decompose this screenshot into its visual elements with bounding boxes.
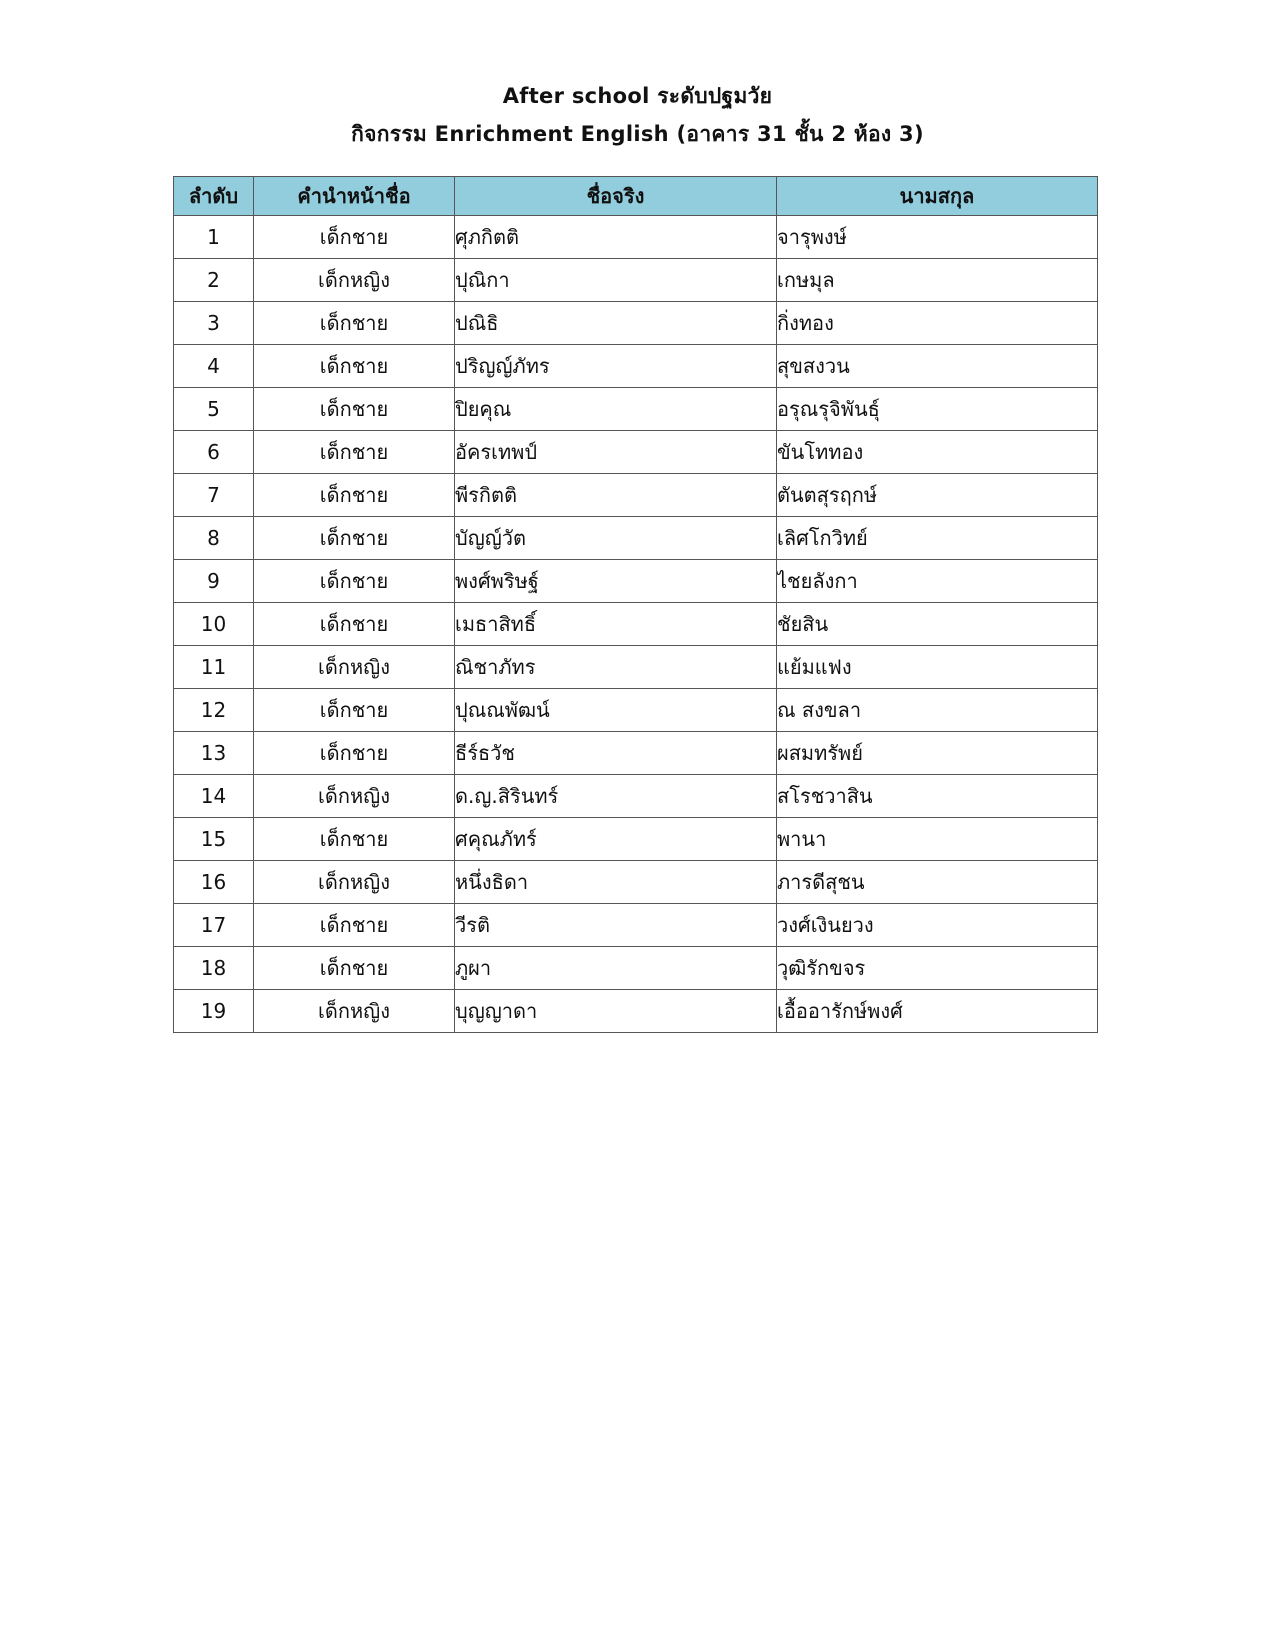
table-row (174, 818, 1098, 861)
cell-title: เด็กชาย (254, 732, 455, 775)
cell-no: 2 (174, 259, 254, 302)
cell-title: เด็กชาย (254, 560, 455, 603)
cell-last-name: ชัยสิน (777, 603, 1098, 646)
table-row (174, 732, 1098, 775)
cell-first-name: หนึ่งธิดา (455, 861, 777, 904)
cell-last-name: วงศ์เงินยวง (777, 904, 1098, 947)
cell-no: 5 (174, 388, 254, 431)
cell-last-name: เลิศโกวิทย์ (777, 517, 1098, 560)
table-row (174, 259, 1098, 302)
cell-title: เด็กชาย (254, 603, 455, 646)
cell-title: เด็กชาย (254, 904, 455, 947)
cell-last-name: สโรชวาสิน (777, 775, 1098, 818)
cell-title: เด็กชาย (254, 818, 455, 861)
document-title: After school ระดับปฐมวัย (502, 84, 773, 108)
student-roster-table (173, 176, 1098, 1033)
table-row (174, 603, 1098, 646)
cell-no: 19 (174, 990, 254, 1033)
cell-title: เด็กชาย (254, 517, 455, 560)
cell-no: 15 (174, 818, 254, 861)
cell-last-name: ณ สงขลา (777, 689, 1098, 732)
cell-no: 4 (174, 345, 254, 388)
cell-no: 18 (174, 947, 254, 990)
cell-first-name: ปุณณพัฒน์ (455, 689, 777, 732)
header-last-name: นามสกุล (777, 177, 1098, 216)
cell-last-name: ตันตสุรฤกษ์ (777, 474, 1098, 517)
cell-last-name: ภารดีสุชน (777, 861, 1098, 904)
table-header (174, 177, 1098, 216)
cell-last-name: เอื้ออารักษ์พงศ์ (777, 990, 1098, 1033)
document-subtitle: กิจกรรม Enrichment English (อาคาร 31 ชั้น 2 ห้อง 3) (351, 122, 924, 146)
table-row (174, 646, 1098, 689)
cell-no: 12 (174, 689, 254, 732)
cell-no: 9 (174, 560, 254, 603)
cell-first-name: เมธาสิทธิ์ (455, 603, 777, 646)
cell-title: เด็กหญิง (254, 861, 455, 904)
cell-first-name: ณิชาภัทร (455, 646, 777, 689)
cell-no: 13 (174, 732, 254, 775)
table-row (174, 302, 1098, 345)
cell-last-name: จารุพงษ์ (777, 216, 1098, 259)
cell-no: 11 (174, 646, 254, 689)
cell-first-name: บัญญ์วัต (455, 517, 777, 560)
cell-last-name: ขันโททอง (777, 431, 1098, 474)
cell-first-name: ศคุณภัทร์ (455, 818, 777, 861)
cell-no: 7 (174, 474, 254, 517)
cell-last-name: แย้มแฟง (777, 646, 1098, 689)
cell-no: 10 (174, 603, 254, 646)
table-row (174, 861, 1098, 904)
table-row (174, 990, 1098, 1033)
cell-title: เด็กชาย (254, 302, 455, 345)
cell-first-name: ปณิธิ (455, 302, 777, 345)
cell-title: เด็กชาย (254, 474, 455, 517)
cell-first-name: ภูผา (455, 947, 777, 990)
cell-no: 14 (174, 775, 254, 818)
cell-title: เด็กชาย (254, 216, 455, 259)
cell-title: เด็กหญิง (254, 990, 455, 1033)
cell-first-name: ปริญญ์ภัทร (455, 345, 777, 388)
cell-no: 1 (174, 216, 254, 259)
cell-last-name: กิ่งทอง (777, 302, 1098, 345)
table-row (174, 474, 1098, 517)
table-row (174, 947, 1098, 990)
cell-last-name: พานา (777, 818, 1098, 861)
cell-title: เด็กชาย (254, 345, 455, 388)
header-first-name: ชื่อจริง (455, 177, 777, 216)
table-row (174, 388, 1098, 431)
cell-last-name: ผสมทรัพย์ (777, 732, 1098, 775)
cell-title: เด็กหญิง (254, 646, 455, 689)
cell-title: เด็กชาย (254, 689, 455, 732)
cell-no: 8 (174, 517, 254, 560)
header-row (174, 177, 1098, 216)
table-row (174, 560, 1098, 603)
cell-first-name: ธีร์ธวัช (455, 732, 777, 775)
cell-last-name: เกษมุล (777, 259, 1098, 302)
cell-no: 6 (174, 431, 254, 474)
cell-title: เด็กชาย (254, 431, 455, 474)
cell-title: เด็กชาย (254, 947, 455, 990)
cell-last-name: อรุณรุจิพันธุ์ (777, 388, 1098, 431)
cell-last-name: วุฒิรักขจร (777, 947, 1098, 990)
cell-last-name: ไชยลังกา (777, 560, 1098, 603)
table-row (174, 689, 1098, 732)
cell-no: 16 (174, 861, 254, 904)
cell-first-name: พงศ์พริษฐ์ (455, 560, 777, 603)
cell-first-name: วีรติ (455, 904, 777, 947)
cell-first-name: พีรกิตติ (455, 474, 777, 517)
cell-no: 3 (174, 302, 254, 345)
cell-title: เด็กหญิง (254, 259, 455, 302)
cell-first-name: อัครเทพป์ (455, 431, 777, 474)
table-row (174, 431, 1098, 474)
cell-last-name: สุขสงวน (777, 345, 1098, 388)
cell-first-name: ศุภกิตติ (455, 216, 777, 259)
cell-first-name: ปุณิกา (455, 259, 777, 302)
table-body (174, 216, 1098, 1033)
cell-first-name: ปิยคุณ (455, 388, 777, 431)
header-title: คำนำหน้าชื่อ (254, 177, 455, 216)
header-no: ลำดับ (174, 177, 254, 216)
table-row (174, 345, 1098, 388)
table-row (174, 775, 1098, 818)
cell-first-name: ด.ญ.สิรินทร์ (455, 775, 777, 818)
table-row (174, 904, 1098, 947)
cell-first-name: บุญญาดา (455, 990, 777, 1033)
cell-no: 17 (174, 904, 254, 947)
table-row (174, 216, 1098, 259)
table-row (174, 517, 1098, 560)
cell-title: เด็กหญิง (254, 775, 455, 818)
cell-title: เด็กชาย (254, 388, 455, 431)
